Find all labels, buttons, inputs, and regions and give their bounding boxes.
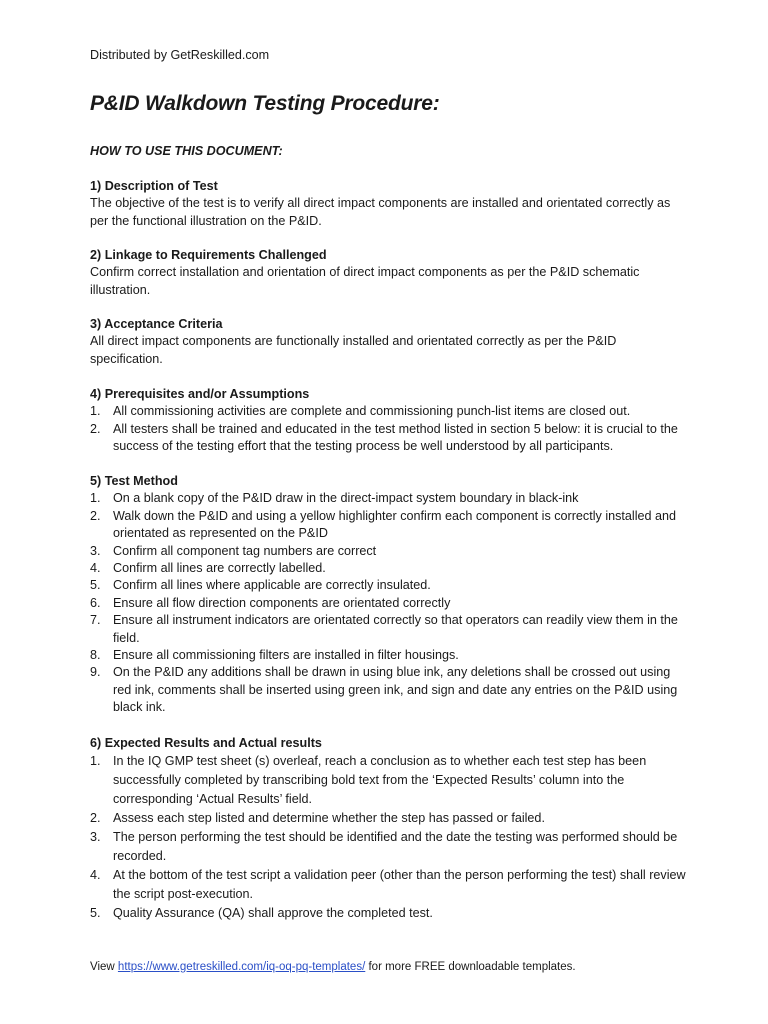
list-number: 1. <box>90 754 101 769</box>
list-number: 5. <box>90 578 101 593</box>
list-item <box>90 647 690 664</box>
list-number: 4. <box>90 868 101 883</box>
distributed-by-note: Distributed by GetReskilled.com <box>90 48 270 62</box>
section-prerequisites <box>90 386 690 456</box>
list-number: 1. <box>90 491 101 506</box>
list-number: 3. <box>90 543 101 558</box>
list-number: 2. <box>90 811 101 826</box>
list-number: 6. <box>90 595 101 610</box>
list-item <box>90 508 690 543</box>
list-number: 9. <box>90 665 101 680</box>
list-number: 7. <box>90 613 101 628</box>
list-text: Assess each step listed and determine whether the step has passed or failed. <box>113 811 545 826</box>
section-heading: 6) Expected Results and Actual results <box>90 736 322 750</box>
section-body: Confirm correct installation and orientation of direct impact components as per the P&ID schematic illustration. <box>90 265 640 297</box>
list-number: 2. <box>90 508 101 523</box>
list-item <box>90 560 690 577</box>
footer-suffix: for more FREE downloadable templates. <box>365 961 576 973</box>
section-description <box>90 178 690 230</box>
section-heading: 2) Linkage to Requirements Challenged <box>90 248 327 262</box>
list-item <box>90 403 690 420</box>
list-item <box>90 828 690 866</box>
list-number: 1. <box>90 404 101 419</box>
list-text: Walk down the P&ID and using a yellow highlighter confirm each component is correctly installed and orientated as represented on the P&ID <box>113 508 677 541</box>
section-acceptance <box>90 316 690 368</box>
list-text: The person performing the test should be identified and the date the testing was performed should be recorded. <box>113 830 678 864</box>
list-text: Confirm all lines where applicable are correctly insulated. <box>113 578 431 593</box>
test-method-list <box>90 490 690 716</box>
list-text: At the bottom of the test script a validation peer (other than the person performing the test) shall review the script post-execution. <box>113 868 686 902</box>
section-heading: 3) Acceptance Criteria <box>90 317 223 331</box>
list-item <box>90 866 690 904</box>
list-item <box>90 752 690 809</box>
list-item <box>90 595 690 612</box>
list-number: 3. <box>90 830 101 845</box>
list-text: Quality Assurance (QA) shall approve the completed test. <box>113 906 433 921</box>
list-number: 4. <box>90 561 101 576</box>
list-text: On the P&ID any additions shall be drawn in using blue ink, any deletions shall be crossed out using red ink, comments shall be inserted using green ink, and sign and date any entries on the P&ID using black ink. <box>113 665 678 715</box>
list-number: 5. <box>90 906 101 921</box>
list-text: Confirm all lines are correctly labelled. <box>113 561 326 576</box>
list-item <box>90 577 690 594</box>
expected-results-list <box>90 752 690 923</box>
list-text: Ensure all instrument indicators are orientated correctly so that operators can readily view them in the field. <box>113 613 678 645</box>
footer-note <box>90 961 576 973</box>
list-number: 2. <box>90 421 101 436</box>
list-text: In the IQ GMP test sheet (s) overleaf, reach a conclusion as to whether each test step has been successfully completed by transcribing bold text from the ‘Expected Results’ column into the corresponding ‘Actual Results’ field. <box>113 754 647 807</box>
prerequisites-list <box>90 403 690 455</box>
section-heading: 1) Description of Test <box>90 179 218 193</box>
section-heading: 5) Test Method <box>90 474 178 488</box>
list-text: All testers shall be trained and educated in the test method listed in section 5 below: it is crucial to the success of the testing effort that the testing process be well understood by all participants. <box>113 421 678 454</box>
list-text: Confirm all component tag numbers are correct <box>113 543 377 558</box>
how-to-use-heading: HOW TO USE THIS DOCUMENT: <box>90 144 283 158</box>
list-item <box>90 543 690 560</box>
section-heading: 4) Prerequisites and/or Assumptions <box>90 387 310 401</box>
list-number: 8. <box>90 648 101 663</box>
list-item <box>90 809 690 828</box>
list-item <box>90 904 690 923</box>
list-item <box>90 490 690 507</box>
footer-prefix: View <box>90 961 118 973</box>
templates-link[interactable]: https://www.getreskilled.com/iq-oq-pq-templates/ <box>117 961 366 973</box>
section-linkage <box>90 247 690 299</box>
document-title: P&ID Walkdown Testing Procedure: <box>90 92 440 115</box>
list-item <box>90 664 690 716</box>
list-item <box>90 612 690 647</box>
list-item <box>90 421 690 456</box>
section-expected-results <box>90 735 690 923</box>
section-body: The objective of the test is to verify all direct impact components are installed and orientated correctly as per the functional illustration on the P&ID. <box>90 196 671 228</box>
list-text: Ensure all flow direction components are orientated correctly <box>113 595 451 610</box>
section-body: All direct impact components are functionally installed and orientated correctly as per the P&ID specification. <box>90 334 617 366</box>
list-text: On a blank copy of the P&ID draw in the direct-impact system boundary in black-ink <box>113 491 579 506</box>
list-text: All commissioning activities are complete and commissioning punch-list items are closed out. <box>113 404 631 419</box>
list-text: Ensure all commissioning filters are installed in filter housings. <box>113 648 459 663</box>
section-test-method <box>90 473 690 717</box>
